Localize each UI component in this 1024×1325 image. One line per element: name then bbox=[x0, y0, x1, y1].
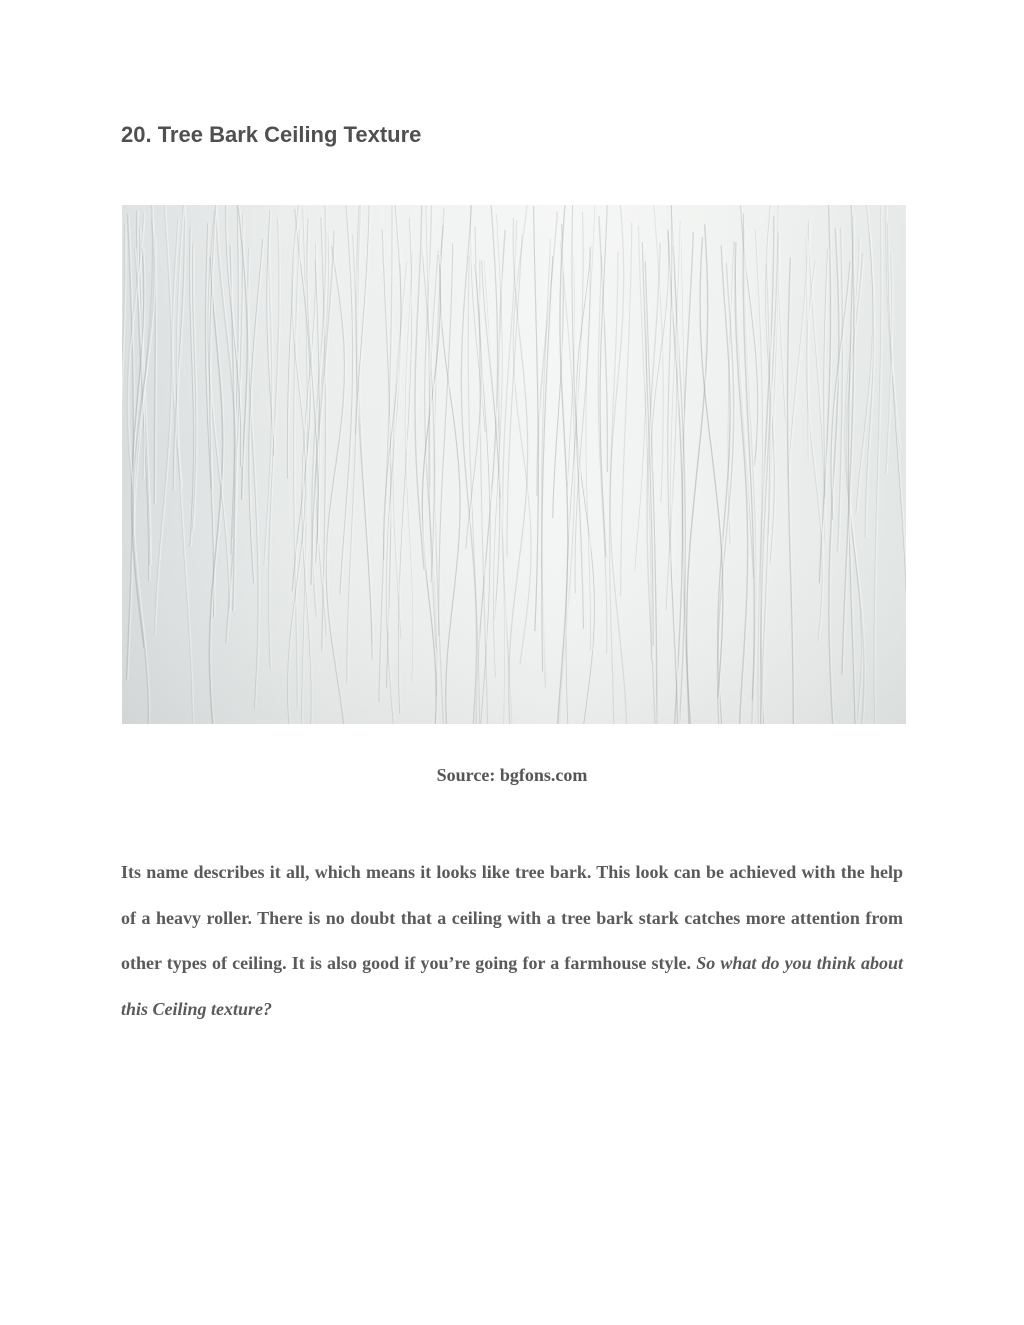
image-source-caption: Source: bgfons.com bbox=[436, 765, 588, 785]
section-heading: 20. Tree Bark Ceiling Texture bbox=[121, 122, 422, 147]
texture-photo-graphic bbox=[122, 205, 906, 724]
paragraph-question: So what do you think about this Ceiling texture? bbox=[121, 953, 903, 1019]
paragraph-text: Its name describes it all, which means it looks like tree bark. This look can be achieved with the help of a heavy roller. There is no doubt that a ceiling with a tree bark stark catches more attention from other types of ceiling. It is also good if you’re going for a farmhouse style. bbox=[121, 862, 903, 974]
tree-bark-texture-image bbox=[122, 205, 906, 724]
body-paragraph bbox=[121, 850, 903, 1032]
